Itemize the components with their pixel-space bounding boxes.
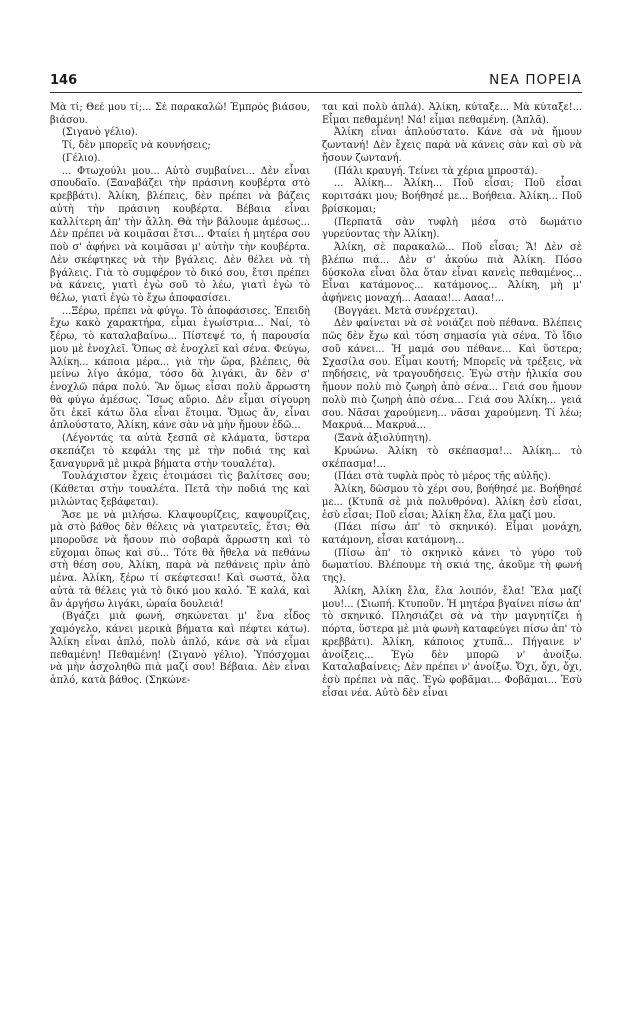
paragraph: Μὰ τί; Θεέ μου τί;... Σὲ παρακαλῶ! Ἐμπρὸς βιάσου, βιάσου. (50, 102, 310, 126)
paragraph: (Ξανὰ ἀξιολύπητη). (334, 433, 432, 445)
running-head: ΝΕΑ ΠΟΡΕΙΑ (489, 72, 582, 88)
paragraph: Ἄσε με νὰ μιλήσω. Κλαψουρίζεις, καψουρίζεις, μὰ στὸ βάθος δὲν θέλεις νὰ γιατρευτεῖς, ἔτσι; Θὰ μποροῦσε νὰ ἤσουν πιὸ σοβαρὰ ἄρρωστη καὶ τὸ εὔχομαι ὅπως καὶ σύ... Τότε θὰ ἤθελα νὰ πεθάνω στὴ θέση σου, Ἀλίκη, παρὰ νὰ πεθάνεις πρὶν ἀπὸ μένα. Ἀλίκη, ξέρω τί σκέφτεσαι! Καὶ σωστά, ὅλα αὐτὰ τὰ θέλεις γιὰ τὸ δικό μου καλό. Ἔ καλά, καὶ ἂν ἀργήσω λιγάκι, ὡραία δουλειά! (50, 509, 310, 610)
paragraph: Ἀλίκη εἶναι ἁπλούστατο. Κάνε σὰ νὰ ἤμουν ζωντανή! Δὲν ἔχεις παρὰ νὰ κάνεις σὰν καὶ σὺ νὰ ἤσουν ζωντανή. (322, 127, 582, 164)
paragraph: Τουλάχιστον ἔχεις ἑτοιμάσει τὶς βαλίτσες σου; (Κάθεται στὴν τουαλέτα. Πετᾶ τὴν ποδιά της καὶ μιλώντας ξεβάφεται). (50, 471, 310, 508)
page-header (50, 66, 582, 93)
paragraph: (Λέγοντάς τα αὐτὰ ξεσπᾶ σὲ κλάματα, ὕστερα σκεπάζει τὸ κεφάλι της μὲ τὴν ποδιά της καὶ ξαναγυρνᾶ μὲ μικρὰ βήματα στὴν τουαλέτα). (50, 433, 310, 470)
paragraph: Κρυώνω. Ἀλίκη τὸ σκέπασμα!... Ἀλίκη... τὸ σκέπασμα!... (322, 445, 582, 470)
paragraph: (Περπατᾶ σὰν τυφλὴ μέσα στὸ δωμάτιο γυρεύοντας τὴν Ἀλίκη). (322, 216, 582, 241)
paragraph: (Πίσω ἀπ' τὸ σκηνικὸ κάνει τὸ γύρο τοῦ δωματίου. Βλέπουμε τὴ σκιά της, ἀκοῦμε τὴ φωνή της). (322, 547, 582, 585)
paragraph: ται καὶ πολὺ ἁπλά). Ἀλίκη, κύταξε... Μὰ κύταξε!... Εἶμαι πεθαμένη! Νά! εἶμαι πεθαμένη. (Ἀπλᾶ). (322, 102, 582, 126)
paragraph: (Πάει στὰ τυφλὰ πρὸς τὸ μέρος τῆς αὐλῆς). (334, 471, 551, 483)
paragraph: ... Φτωχούλι μου... Αὐτὸ συμβαίνει... Δὲν εἶναι σπουδαῖο. (Ξαναβάζει τὴν πράσινη κουβέρτα στὸ κρεββάτι). Ἀλίκη, βλέπεις, δὲν πρέπει νὰ βάζεις αὐτὴ τὴν πράσινη κουβέρτα. Βέβαια εἶναι καλλίτερη ἀπ' τὴν ἄλλη. Θὰ τὴν βάλουμε ἀμέσως... Δὲν πρέπει νὰ κοιμᾶσαι ἔτσι... Φταίει ἡ μητέρα σου ποὺ σ' ἀφήνει νὰ κοιμᾶσαι μ' αὐτὴν τὴν κουβέρτα. Δὲν σκέφτηκες νὰ τὴν βγάλεις. Δὲν θέλει νὰ τὴ βγάλεις. Γιὰ τὸ συμφέρον τὸ δικό σου, ἔτσι πρέπει νὰ κάνεις, γιατὶ ἐγὼ σοῦ τὸ λέω, γιατὶ ἐγὼ τὸ θέλω, γιατὶ ἐγὼ τὸ ἔχω ἀποφασίσει. (50, 165, 310, 305)
left-column (50, 102, 310, 1007)
paragraph: (Βγάζει μιὰ φωνή, σηκώνεται μ' ἕνα εἶδος χαμόγελο, κάνει μερικὰ βήματα καὶ πέφτει κάτω). Ἀλίκη εἶναι ἁπλό, πολὺ ἁπλό, κάνε σὰ νὰ εἶμαι πεθαμένη! Πεθαμένη! (Σιγανὸ γέλιο). Ὑπόσχομαι νὰ μὴν ἀσχοληθῶ πιὰ μαζί σου! Βέβαια. Δὲν εἶναι ἁπλό, κατὰ βάθος. (Σηκώνε- (50, 611, 310, 687)
text-columns (50, 102, 582, 1007)
paragraph: (Πάλι κραυγή. Τείνει τὰ χέρια μπροστά). (334, 165, 538, 177)
paragraph: (Σιγανὸ γέλιο). (62, 127, 138, 139)
paragraph: Ἀλίκη, Ἀλίκη ἔλα, ἔλα λοιπόν, ἔλα! Ἔλα μαζί μου!... (Σιωπή. Κτυποῦν. Ἡ μητέρα βγαίνει πίσω ἀπ' τὸ σκηνικό. Πλησιάζει σὰ νὰ τὴν μαγνητίζει ἡ πόρτα, ὕστερα μὲ μιὰ φωνὴ καταφεύγει πίσω ἀπ' τὸ κρεββάτι). Ἀλίκη, κάποιος χτυπᾶ... Πήγαινε ν' ἀνοίξεις... Ἐγὼ δὲν μπορῶ ν' ἀνοίξω. Καταλαβαίνεις; Δὲν πρέπει ν' ἀνοίξω. Ὄχι, ὄχι, ὄχι, ἐσὺ πρέπει νὰ πᾶς. Ἐγὼ φοβᾶμαι... Φοβᾶμαι... Ἐσὺ εἶσαι νέα. Αὐτὸ δὲν εἶναι (322, 585, 582, 699)
paragraph: (Πάει πίσω ἀπ' τὸ σκηνικό). Εἶμαι μονάχη, κατάμονη, εἶσαι κατάμονη... (322, 522, 582, 546)
paragraph: Ἀλίκη, σὲ παρακαλῶ... Ποῦ εἶσαι; Ἄ! Δὲν σὲ βλέπω πιά... Δὲν σ' ἀκούω πιὰ Ἀλίκη. Πόσο δύσκολα εἶναι ὅλα ὅταν εἶναι κανεὶς πεθαμένος... Εἶναι κατάμονος... κατάμονος... Ἀλίκη, μὴ μ' ἀφήνεις μοναχή... Ααααα!... Αααα!... (322, 242, 582, 305)
paragraph: (Βογγάει. Μετὰ συνέρχεται). (334, 305, 478, 317)
paragraph: Ἀλίκη, δῶσμου τὸ χέρι σου, βοήθησέ με. Βοήθησέ με... (Κτυπᾶ σὲ μιὰ πολυθρόνα). Ἀλίκη ἐσὺ εἶσαι, ἐσὺ εἶσαι; Ποῦ εἶσαι; Ἀλίκη ἔλα, ἔλα μαζί μου. (322, 484, 582, 521)
paragraph: Τί, δὲν μπορεῖς νὰ κουνήσεις; (62, 140, 211, 152)
paragraph: ... Ἀλίκη... Ἀλίκη... Ποῦ εἶσαι; Ποῦ εἶσαι κοριτσάκι μου; Βοήθησέ με... Βοήθεια. Ἀλίκη... Ποῦ βρίσκομαι; (322, 178, 582, 215)
page-number: 146 (50, 73, 78, 88)
paragraph: (Γέλιο). (62, 152, 101, 164)
paragraph: ...Ξέρω, πρέπει νὰ φύγω. Τὸ ἀποφάσισες. Ἐπειδὴ ἔχω κακὸ χαρακτήρα, εἶμαι ἐγωίστρια... Ναί, τὸ ξέρω, τὸ καταλαβαίνω... Πίστεψέ το, ἡ παρουσία μου μὲ ἐνοχλεῖ. Ὅπως σὲ ἐνοχλεῖ καὶ σένα. Φεύγω, Ἀλίκη... κάποια μέρα... γιὰ τὴν ὥρα, βλέπεις, θὰ μείνω λίγο ἀκόμα, τόσο δὰ λιγάκι, ἂν δὲν σ' ἐνοχλῶ πάρα πολύ. Ἂν ὅμως εἶσαι πολὺ ἄρρωστη θὰ φύγω ἀμέσως. Ἴσως αὔριο. Δὲν εἶμαι σίγουρη ὅτι ἐκεῖ κάτω ὅλα εἶναι ἕτοιμα. Ὅμως ἄν, εἶναι ἁπλούστατο, Ἀλίκη, κάνε σὰν νὰ μὴν ἤμουν ἐδῶ... (50, 305, 310, 432)
paragraph: Δὲν φαίνεται νὰ σὲ νοιάζει ποὺ πέθανα. Βλέπεις πῶς δὲν ἔχω καὶ τόση σημασία γιὰ σένα. Τὸ ἴδιο σοῦ κάνει... Ἡ μαμά σου πέθανε... Καὶ ὕστερα; Σχασίλα σου. Εἶμαι κουτή; Μπορεῖς νὰ τρέξεις, νὰ πηδήσεις, νὰ τραγουδήσεις. Ἐγὼ στὴν ἡλικία σου ἤμουν πολὺ πιὸ ζωηρὴ ἀπὸ σένα... Γειά σου ἤμουν πολὺ πιὸ ζωηρὴ ἀπὸ σένα... Γειά σου Ἀλίκη... γειά σου. Νᾶσαι χαρούμενη... νᾶσαι χαρούμενη. Τί λέω; Μακρυά... Μακρυά... (322, 318, 582, 432)
right-column (322, 102, 582, 1007)
